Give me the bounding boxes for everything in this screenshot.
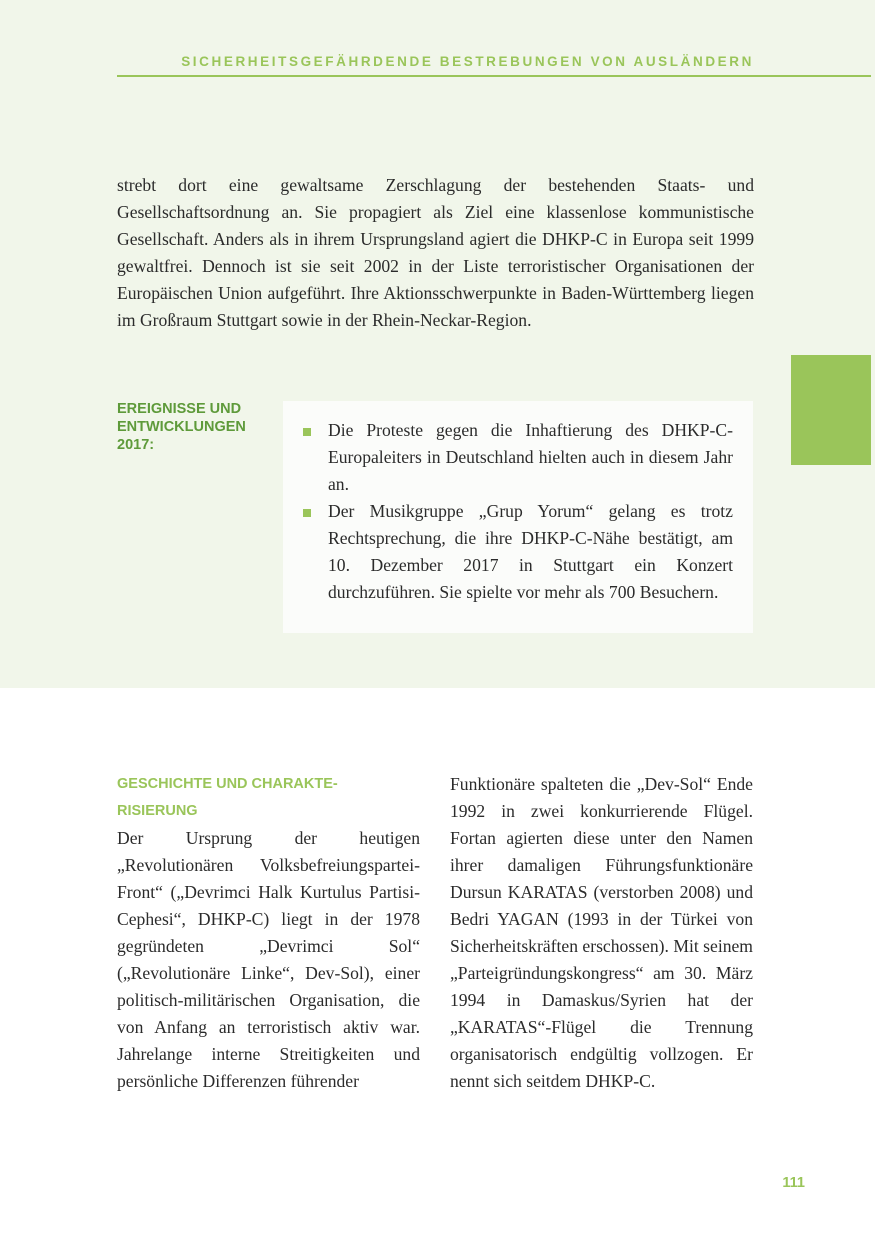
events-label-line: EREIGNISSE UND	[117, 401, 242, 417]
history-heading-line: GESCHICHTE UND CHARAKTE-	[117, 776, 338, 792]
events-list	[303, 417, 733, 606]
events-label-line: 2017:	[117, 437, 155, 453]
history-left-column	[117, 771, 420, 1095]
history-heading	[117, 771, 420, 825]
header-rule	[117, 75, 871, 77]
list-item	[303, 498, 733, 606]
events-section-label	[117, 400, 277, 454]
running-header: SICHERHEITSGEFÄHRDENDE BESTREBUNGEN VON AUSLÄNDERN	[181, 54, 754, 69]
intro-paragraph: strebt dort eine gewaltsame Zerschlagung der bestehenden Staats- und Gesellschaftsordnung an. Sie propagiert als Ziel eine klassenlose kommunistische Gesellschaft. Anders als in ihrem Ursprungsland agiert die DHKP-C in Europa seit 1999 gewaltfrei. Dennoch ist sie seit 2002 in der Liste terroristischer Organisationen der Europäischen Union aufgeführt. Ihre Aktionsschwerpunkte in Baden-Württemberg liegen im Großraum Stuttgart sowie in der Rhein-Neckar-Region.	[117, 175, 754, 330]
list-item-text: Die Proteste gegen die Inhaftierung des DHKP-C-Europaleiters in Deutschland hielten auch in diesem Jahr an.	[328, 420, 733, 494]
list-item-text: Der Musikgruppe „Grup Yorum“ gelang es trotz Rechtsprechung, die ihre DHKP-C-Nähe bestätigt, am 10. Dezember 2017 in Stuttgart ein Konzert durchzuführen. Sie spielte vor mehr als 700 Besuchern.	[328, 501, 733, 602]
square-bullet-icon	[303, 509, 311, 517]
list-item	[303, 417, 733, 498]
page-number: 111	[782, 1175, 805, 1191]
events-box	[283, 401, 753, 633]
history-left-paragraph: Der Ursprung der heutigen „Revolutionären Volksbefreiungspartei-Front“ („Devrimci Halk Kurtulus Partisi-Cephesi“, DHKP-C) liegt in der 1978 gegründeten „Devrimci Sol“ („Revolutionäre Linke“, Dev-Sol), einer politisch-militärischen Organisation, die von Anfang an terroristisch aktiv war. Jahrelange interne Streitigkeiten und persönliche Differenzen führender	[117, 828, 420, 1091]
history-right-column	[450, 771, 753, 1095]
chapter-side-tab	[791, 355, 871, 465]
square-bullet-icon	[303, 428, 311, 436]
history-heading-line: RISIERUNG	[117, 803, 198, 819]
events-label-line: ENTWICKLUNGEN	[117, 419, 246, 435]
history-right-paragraph: Funktionäre spalteten die „Dev-Sol“ Ende 1992 in zwei konkurrierende Flügel. Fortan agierten diese unter den Namen ihrer damaligen Führungsfunktionäre Dursun KARATAS (verstorben 2008) und Bedri YAGAN (1993 in der Türkei von Sicherheitskräften erschossen). Mit seinem „Parteigründungskongress“ am 30. März 1994 in Damaskus/Syrien hat der „KARATAS“-Flügel die Trennung organisatorisch endgültig vollzogen. Er nennt sich seitdem DHKP-C.	[450, 774, 753, 1091]
